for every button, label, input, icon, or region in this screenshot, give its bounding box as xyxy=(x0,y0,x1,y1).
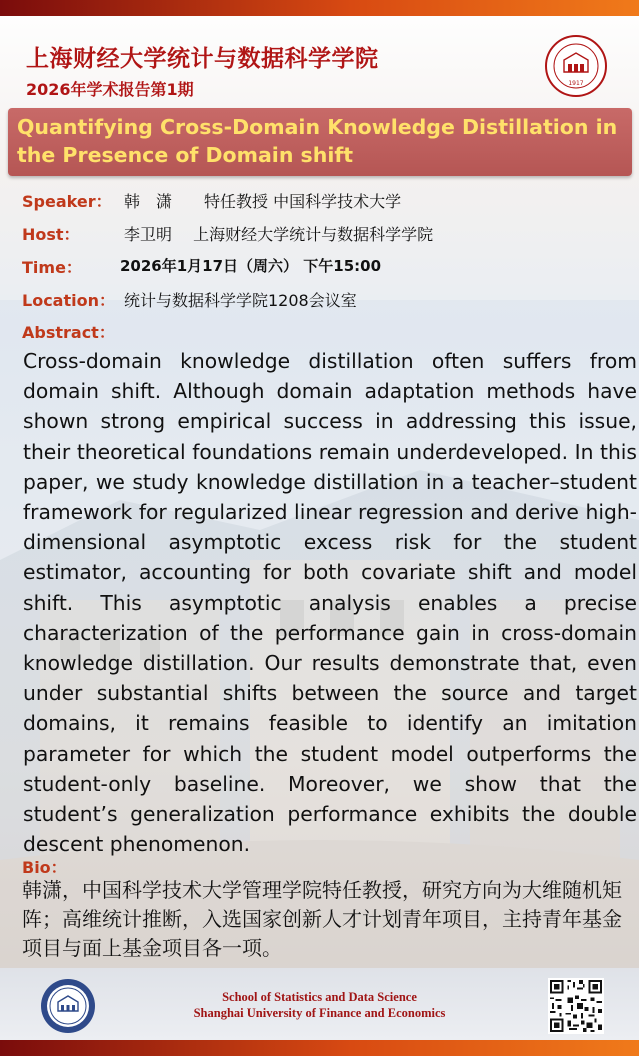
host-label: Host： xyxy=(22,225,80,244)
footer-school-name: School of Statistics and Data Science xyxy=(222,990,417,1004)
top-color-bar xyxy=(0,0,639,16)
bottom-color-bar xyxy=(0,1040,639,1056)
seal-year: 1917 xyxy=(568,80,584,87)
location-value: 统计与数据科学学院1208会议室 xyxy=(124,291,357,310)
abstract-label: Abstract： xyxy=(22,323,115,342)
time-label: Time： xyxy=(22,258,82,277)
host-value: 李卫明 上海财经大学统计与数据科学学院 xyxy=(124,225,434,244)
university-seal-logo xyxy=(544,34,608,98)
school-name: 上海财经大学统计与数据科学学院 xyxy=(26,46,379,72)
speaker-value: 韩 潇 特任教授 中国科学技术大学 xyxy=(124,192,402,211)
speaker-label: Speaker： xyxy=(22,192,112,211)
issue-number: 2026年学术报告第1期 xyxy=(26,80,194,99)
qr-code xyxy=(548,978,604,1034)
bio-text: 韩潇，中国科学技术大学管理学院特任教授，研究方向为大维随机矩阵；高维统计推断，入选国家创新人才计划青年项目，主持青年基金项目与面上基金项目各一项。 xyxy=(22,878,622,960)
talk-title-banner xyxy=(8,108,632,176)
abstract-text: Cross-domain knowledge distillation often suffers from domain shift. Although domain adaptation methods have shown strong empirical success in addressing this issue, their theoretical foundations remain underdeveloped. In this paper, we study knowledge distillation in a teacher–student framework for regularized linear regression and derive high-dimensional asymptotic excess risk for the student estimator, accounting for both covariate shift and model shift. This asymptotic analysis enables a precise characterization of the performance gain in cross-domain knowledge distillation. Our results demonstrate that, even under substantial shifts between the source and target domains, it remains feasible to identify an imitation parameter for which the student model outperforms the student-only baseline. Moreover, we show that the student’s generalization performance exhibits the double descent phenomenon. xyxy=(23,349,637,857)
bio-label: Bio： xyxy=(22,858,67,877)
footer-university-name: Shanghai University of Finance and Economics xyxy=(193,1006,446,1020)
talk-title: Quantifying Cross-Domain Knowledge Distillation in the Presence of Domain shift xyxy=(17,115,618,167)
time-value: 2026年1月17日（周六） 下午15:00 xyxy=(120,257,382,275)
location-label: Location： xyxy=(22,291,115,310)
